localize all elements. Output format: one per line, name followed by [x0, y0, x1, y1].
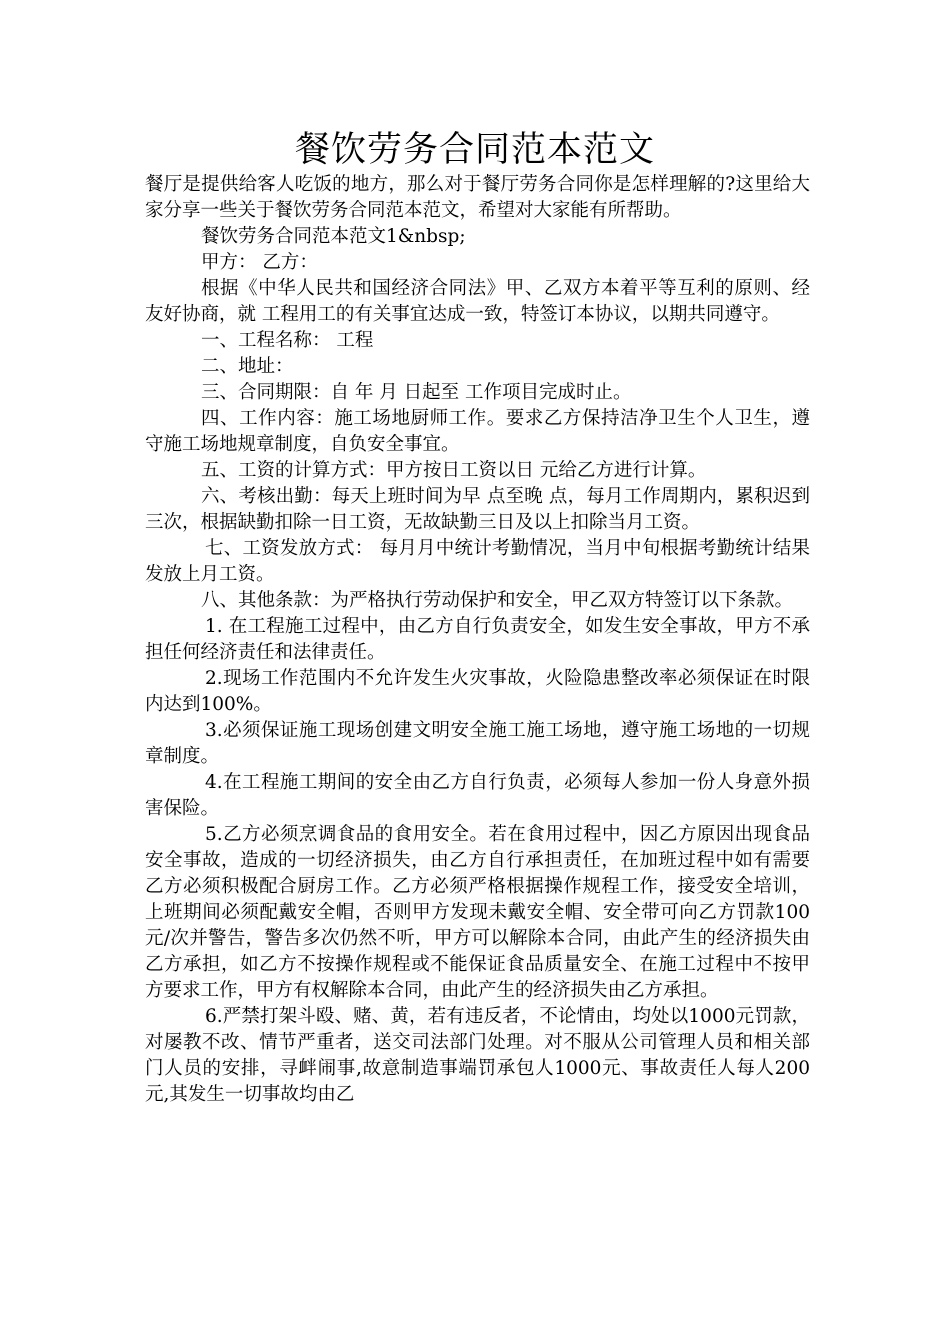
- paragraph: 六、考核出勤：每天上班时间为早 点至晚 点，每月工作周期内，累积迟到三次，根据缺勤扣除一日工资，无故缺勤三日及以上扣除当月工资。: [145, 486, 810, 533]
- paragraph: 4.在工程施工期间的安全由乙方自行负责，必须每人参加一份人身意外损害保险。: [145, 772, 810, 819]
- document-title: 餐饮劳务合同范本范文: [294, 130, 655, 170]
- paragraph: 甲方： 乙方：: [201, 252, 318, 273]
- paragraph: 3.必须保证施工现场创建文明安全施工施工场地，遵守施工场地的一切规章制度。: [145, 720, 810, 767]
- paragraph: 八、其他条款：为严格执行劳动保护和安全，甲乙双方特签订以下条款。: [201, 590, 794, 611]
- paragraph: 6.严禁打架斗殴、赌、黄，若有违反者，不论情由，均处以1000元罚款，对屡教不改、情节严重者，送交司法部门处理。对不服从公司管理人员和相关部门人员的安排，寻衅闹事,故意制造事端罚承包人1000元、事故责任人每人200元,其发生一切事故均由乙: [145, 1006, 810, 1105]
- paragraph: 2.现场工作范围内不允许发生火灾事故，火险隐患整改率必须保证在时限内达到100%。: [145, 668, 810, 715]
- document-body: [145, 172, 810, 1108]
- paragraph: 五、工资的计算方式：甲方按日工资以日 元给乙方进行计算。: [201, 460, 707, 481]
- paragraph: 一、工程名称： 工程: [201, 330, 374, 351]
- paragraph: 5.乙方必须烹调食品的食用安全。若在食用过程中，因乙方原因出现食品安全事故，造成的一切经济损失，由乙方自行承担责任，在加班过程中如有需要乙方必须积极配合厨房工作。乙方必须严格根据操作规程工作，接受安全培训，上班期间必须配戴安全帽，否则甲方发现未戴安全帽、安全带可向乙方罚款100元/次并警告，警告多次仍然不听，甲方可以解除本合同，由此产生的经济损失由乙方承担，如乙方不按操作规程或不能保证食品质量安全、在施工过程中不按甲方要求工作，甲方有权解除本合同，由此产生的经济损失由乙方承担。: [145, 824, 810, 1001]
- paragraph: 四、工作内容：施工场地厨师工作。要求乙方保持洁净卫生个人卫生，遵守施工场地规章制度，自负安全事宜。: [145, 408, 810, 455]
- paragraph: 1. 在工程施工过程中，由乙方自行负责安全，如发生安全事故，甲方不承担任何经济责任和法律责任。: [145, 616, 810, 663]
- paragraph: 三、合同期限：自 年 月 日起至 工作项目完成时止。: [201, 382, 632, 403]
- paragraph: 餐厅是提供给客人吃饭的地方，那么对于餐厅劳务合同你是怎样理解的?这里给大家分享一些关于餐饮劳务合同范本范文，希望对大家能有所帮助。: [145, 174, 810, 221]
- paragraph: 根据《中华人民共和国经济合同法》甲、乙双方本着平等互利的原则、经友好协商，就 工程用工的有关事宜达成一致，特签订本协议，以期共同遵守。: [145, 278, 810, 325]
- paragraph: 餐饮劳务合同范本范文1&nbsp;: [201, 226, 466, 247]
- paragraph: 二、地址：: [201, 356, 294, 377]
- paragraph: 七、工资发放方式： 每月月中统计考勤情况，当月中旬根据考勤统计结果发放上月工资。: [145, 538, 810, 585]
